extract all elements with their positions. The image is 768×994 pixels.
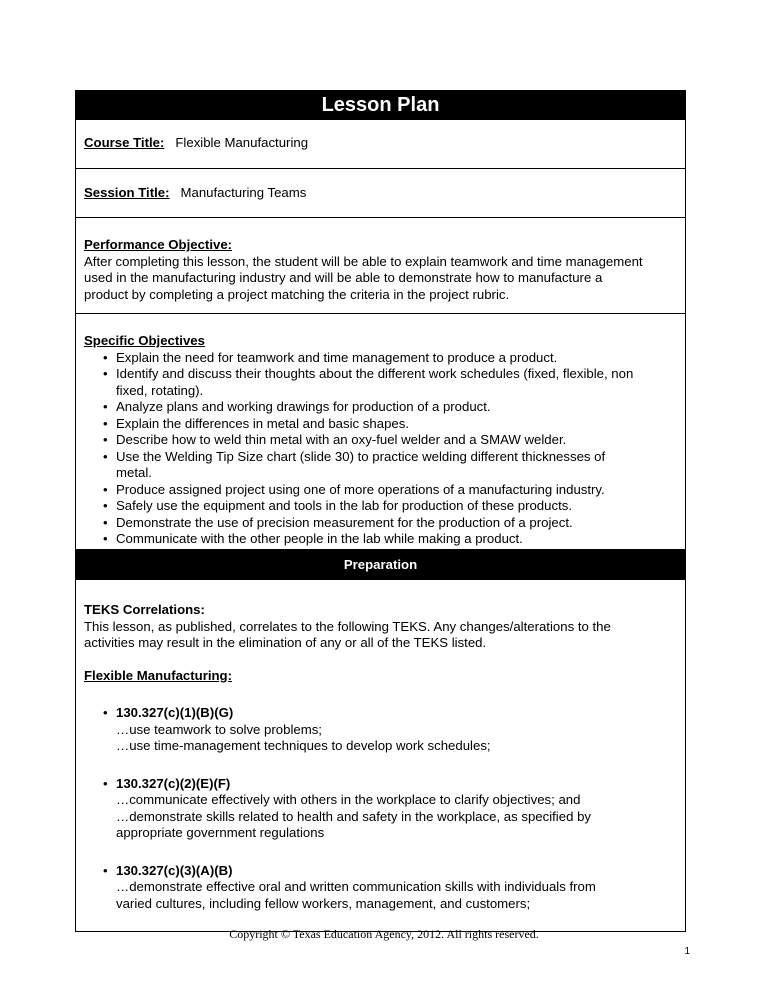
teks-item: • 130.327(c)(1)(B)(G) …use teamwork to solve problems; …use time-management techniques to develop work schedules; bbox=[84, 705, 677, 755]
teks-item: • 130.327(c)(2)(E)(F) …communicate effectively with others in the workplace to clarify objectives; and …demonstrate skills related to health and safety in the workplace, as specified by appropriate government regulations bbox=[84, 776, 677, 842]
teks-correlations-label: TEKS Correlations: bbox=[84, 602, 205, 617]
list-item: • Use the Welding Tip Size chart (slide 30) to practice welding different thicknesses of metal. bbox=[103, 448, 606, 480]
session-title-value: Manufacturing Teams bbox=[180, 185, 307, 200]
preparation-header: Preparation bbox=[76, 550, 685, 580]
list-item: • Produce assigned project using one of more operations of a manufacturing industry. bbox=[103, 481, 605, 497]
list-item: • Communicate with the other people in the lab while making a product. bbox=[103, 531, 523, 546]
list-item: • Identify and discuss their thoughts about the different work schedules (fixed, flexible, non fixed, rotating). bbox=[103, 366, 634, 398]
bullet-icon: • bbox=[103, 399, 108, 414]
course-title-label: Course Title: bbox=[84, 135, 165, 150]
copyright-footer: Copyright © Texas Education Agency, 2012. All rights reserved. bbox=[229, 927, 539, 941]
performance-line: product by completing a project matching the criteria in the project rubric. bbox=[84, 286, 510, 302]
specific-objectives-row bbox=[76, 314, 685, 550]
specific-objectives-list bbox=[84, 350, 677, 548]
bullet-icon: • bbox=[103, 448, 108, 464]
bullet-icon: • bbox=[103, 349, 108, 365]
teks-code: 130.327(c)(2)(E)(F) bbox=[116, 775, 231, 791]
performance-objective-row bbox=[76, 218, 685, 314]
teks-intro-line: This lesson, as published, correlates to the following TEKS. Any changes/alterations to the bbox=[84, 618, 611, 634]
bullet-icon: • bbox=[103, 775, 108, 791]
bullet-icon: • bbox=[103, 514, 108, 530]
bullet-icon: • bbox=[103, 705, 108, 720]
list-item: • Analyze plans and working drawings for production of a product. bbox=[103, 399, 491, 414]
bullet-icon: • bbox=[103, 531, 108, 546]
preparation-row bbox=[76, 580, 685, 931]
teks-code: 130.327(c)(3)(A)(B) bbox=[116, 862, 233, 878]
bullet-icon: • bbox=[103, 498, 108, 513]
bullet-icon: • bbox=[103, 862, 108, 878]
course-title-row bbox=[76, 120, 685, 169]
lesson-plan-title: Lesson Plan bbox=[76, 91, 685, 120]
bullet-icon: • bbox=[103, 366, 108, 381]
bullet-icon: • bbox=[103, 415, 108, 431]
session-title-label: Session Title: bbox=[84, 185, 170, 200]
performance-line: used in the manufacturing industry and will be able to demonstrate how to manufacture a bbox=[84, 270, 603, 285]
course-title-value: Flexible Manufacturing bbox=[175, 135, 309, 150]
page-number: 1 bbox=[684, 946, 690, 957]
teks-code: 130.327(c)(1)(B)(G) bbox=[116, 705, 234, 720]
session-title-row bbox=[76, 169, 685, 218]
list-item: • Safely use the equipment and tools in the lab for production of these products. bbox=[103, 498, 572, 513]
list-item: • Explain the need for teamwork and time management to produce a product. bbox=[103, 349, 558, 365]
performance-line: After completing this lesson, the student will be able to explain teamwork and time management bbox=[84, 253, 643, 269]
subject-label: Flexible Manufacturing: bbox=[84, 667, 233, 683]
list-item: • Demonstrate the use of precision measurement for the production of a project. bbox=[103, 514, 573, 530]
list-item: • Describe how to weld thin metal with an oxy-fuel welder and a SMAW welder. bbox=[103, 432, 567, 447]
bullet-icon: • bbox=[103, 432, 108, 447]
teks-item: • 130.327(c)(3)(A)(B) …demonstrate effective oral and written communication skills with individuals from varied cultures, including fellow workers, management, and customers; bbox=[84, 863, 677, 913]
bullet-icon: • bbox=[103, 481, 108, 497]
performance-objective-label: Performance Objective: bbox=[84, 237, 233, 252]
list-item: • Explain the differences in metal and basic shapes. bbox=[103, 415, 409, 431]
teks-intro-line: activities may result in the elimination of any or all of the TEKS listed. bbox=[84, 635, 487, 650]
lesson-plan-table bbox=[75, 90, 686, 932]
specific-objectives-label: Specific Objectives bbox=[84, 333, 205, 348]
teks-list bbox=[84, 705, 677, 912]
